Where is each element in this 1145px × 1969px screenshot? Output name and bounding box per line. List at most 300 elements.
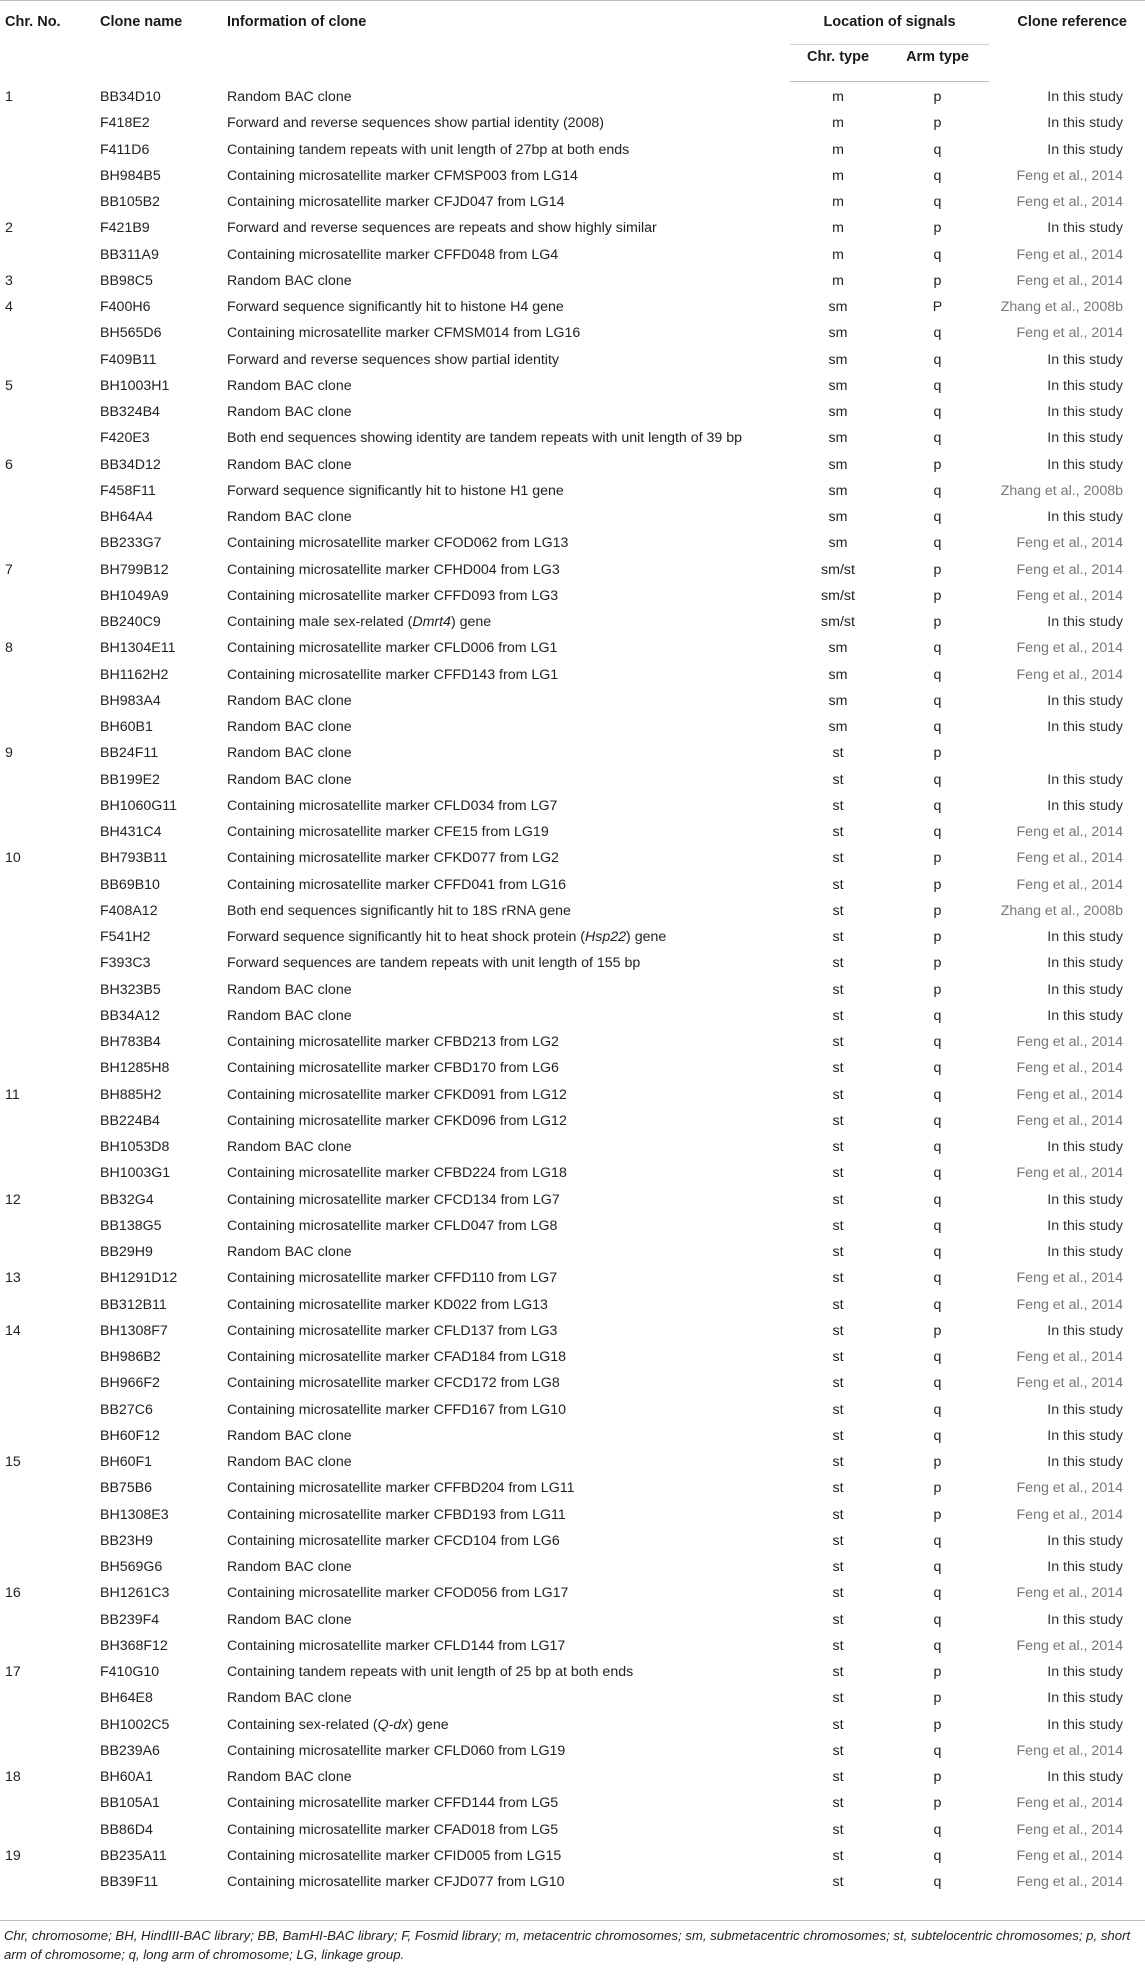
info-text: Containing microsatellite marker CFKD091 from LG12 [227, 1086, 567, 1103]
info-text: Containing sex-related ( [227, 1716, 378, 1733]
chr-number-cell [0, 1370, 100, 1396]
chr-type-cell: st [832, 797, 844, 814]
chr-type-cell: st [832, 1795, 844, 1812]
reference-cell: In this study [1047, 1322, 1123, 1339]
arm-type-cell: q [933, 1296, 942, 1313]
chr-number-cell [0, 793, 100, 819]
chr-number-cell: 16 [5, 1585, 21, 1602]
clone-info-cell [227, 1817, 790, 1843]
chr-type-cell: st [832, 1532, 844, 1549]
clone-info-cell [227, 1738, 790, 1764]
chr-type-cell: st [832, 1060, 844, 1077]
arm-type-cell: p [933, 876, 942, 893]
table-row [0, 242, 1145, 268]
chr-type-cell: st [832, 824, 844, 841]
clone-info-cell [227, 1239, 790, 1265]
reference-cell: In this study [1047, 1454, 1123, 1471]
clone-info-cell [227, 1055, 790, 1081]
arm-type-cell: q [933, 1847, 942, 1864]
clone-name-cell: BH983A4 [100, 692, 161, 709]
arm-type-cell: q [933, 1585, 942, 1602]
clone-name-cell: BB233G7 [100, 535, 162, 552]
clone-name-cell: BH799B12 [100, 561, 169, 578]
clone-info-cell [227, 1502, 790, 1528]
clone-name-cell: BB199E2 [100, 771, 160, 788]
arm-type-cell: q [933, 719, 942, 736]
info-text: Containing microsatellite marker CFCD104 from LG6 [227, 1532, 560, 1549]
arm-type-cell: q [933, 1611, 942, 1628]
reference-cell: Feng et al., 2014 [1016, 325, 1123, 342]
chr-type-cell: st [832, 1375, 844, 1392]
chr-number-cell [0, 1817, 100, 1843]
arm-type-cell: q [933, 194, 942, 211]
clone-info-cell [227, 793, 790, 819]
clone-info-cell [227, 819, 790, 845]
chr-number-cell [0, 347, 100, 373]
chr-number-cell: 19 [5, 1847, 21, 1864]
chr-type-cell: sm [828, 351, 848, 368]
chr-type-cell: m [832, 89, 844, 106]
table-row [0, 1738, 1145, 1764]
header-reference: Clone reference [989, 1, 1145, 82]
arm-type-cell: p [933, 1506, 942, 1523]
info-text: Containing microsatellite marker CFHD004 from LG3 [227, 561, 560, 578]
clone-name-cell: BB311A9 [100, 246, 159, 263]
clone-name-cell: F420E3 [100, 430, 150, 447]
info-text: Forward and reverse sequences show partial identity [227, 351, 559, 368]
chr-type-cell: st [832, 1690, 844, 1707]
info-text: Random BAC clone [227, 1139, 352, 1156]
chr-type-cell: st [832, 1716, 844, 1733]
table-row [0, 977, 1145, 1003]
chr-number-cell [0, 1292, 100, 1318]
reference-cell: Feng et al., 2014 [1016, 850, 1123, 867]
reference-cell: Feng et al., 2014 [1016, 876, 1123, 893]
table-row [0, 714, 1145, 740]
chr-number-cell: 8 [5, 640, 13, 657]
reference-cell: Feng et al., 2014 [1016, 167, 1123, 184]
info-text: Forward sequences are tandem repeats with unit length of 155 bp [227, 955, 641, 972]
header-chr-no: Chr. No. [0, 1, 100, 82]
reference-cell: In this study [1047, 614, 1123, 631]
table-row [0, 845, 1145, 871]
table-row [0, 268, 1145, 294]
arm-type-cell: p [933, 456, 942, 473]
reference-cell: Feng et al., 2014 [1016, 666, 1123, 683]
table-row [0, 635, 1145, 661]
clone-info-cell [227, 242, 790, 268]
clone-name-cell: BH1308F7 [100, 1322, 168, 1339]
info-text: Random BAC clone [227, 456, 352, 473]
clone-name-cell: F421B9 [100, 220, 150, 237]
clone-name-cell: BB34A12 [100, 1007, 160, 1024]
table-row [0, 399, 1145, 425]
clone-name-cell: F409B11 [100, 351, 157, 368]
reference-cell: In this study [1047, 929, 1123, 946]
chr-number-cell [0, 950, 100, 976]
clone-info-cell [227, 1580, 790, 1606]
arm-type-cell: q [933, 1874, 942, 1891]
clone-name-cell: BB27C6 [100, 1401, 153, 1418]
arm-type-cell: p [933, 1690, 942, 1707]
chr-number-cell [0, 242, 100, 268]
info-text: Random BAC clone [227, 1427, 352, 1444]
chr-number-cell [0, 1685, 100, 1711]
reference-cell: In this study [1047, 430, 1123, 447]
table-row [0, 1659, 1145, 1685]
clone-info-cell [227, 1265, 790, 1291]
info-text: Containing microsatellite marker CFFD041 from LG16 [227, 876, 567, 893]
chr-number-cell: 14 [5, 1322, 21, 1339]
info-text: Containing microsatellite marker CFID005 from LG15 [227, 1847, 562, 1864]
table-row [0, 767, 1145, 793]
reference-cell: In this study [1047, 456, 1123, 473]
info-text: Containing microsatellite marker CFFBD204 from LG11 [227, 1480, 575, 1497]
clone-name-cell: BH1162H2 [100, 666, 169, 683]
arm-type-cell: q [933, 1559, 942, 1576]
clone-name-cell: BH368F12 [100, 1637, 168, 1654]
info-text: Random BAC clone [227, 88, 352, 105]
reference-cell: In this study [1047, 404, 1123, 421]
reference-cell: Feng et al., 2014 [1016, 1270, 1123, 1287]
arm-type-cell: q [933, 167, 942, 184]
arm-type-cell: q [933, 141, 942, 158]
reference-cell: In this study [1047, 1244, 1123, 1261]
clone-name-cell: F400H6 [100, 299, 151, 316]
chr-number-cell [0, 872, 100, 898]
clone-name-cell: BB32G4 [100, 1191, 154, 1208]
reference-cell: In this study [1047, 771, 1123, 788]
table-row [0, 425, 1145, 451]
chr-number-cell [0, 1003, 100, 1029]
reference-cell: In this study [1047, 1139, 1123, 1156]
reference-cell: In this study [1047, 115, 1123, 132]
arm-type-cell: p [933, 929, 942, 946]
clone-info-cell [227, 1344, 790, 1370]
info-text: Forward sequence significantly hit to heat shock protein ( [227, 929, 586, 946]
chr-type-cell: m [832, 272, 844, 289]
clone-info-cell [227, 1082, 790, 1108]
table-row [0, 320, 1145, 346]
reference-cell: In this study [1047, 1716, 1123, 1733]
clone-name-cell: BB29H9 [100, 1244, 153, 1261]
arm-type-cell: q [933, 351, 942, 368]
chr-number-cell [0, 924, 100, 950]
reference-cell: Feng et al., 2014 [1016, 1375, 1123, 1392]
chr-number-cell [0, 1029, 100, 1055]
clone-name-cell: BH64E8 [100, 1690, 153, 1707]
arm-type-cell: q [933, 325, 942, 342]
clone-info-cell [227, 1869, 790, 1895]
info-text: Containing microsatellite marker CFBD213 from LG2 [227, 1034, 559, 1051]
clone-info-cell [227, 1213, 790, 1239]
chr-number-cell: 2 [5, 220, 13, 237]
arm-type-cell: q [933, 666, 942, 683]
chr-number-cell [0, 688, 100, 714]
info-text: Containing microsatellite marker CFMSM014 from LG16 [227, 325, 581, 342]
reference-cell: In this study [1047, 351, 1123, 368]
chr-type-cell: sm [828, 692, 848, 709]
reference-cell: In this study [1047, 1427, 1123, 1444]
table-row [0, 1633, 1145, 1659]
chr-type-cell: sm/st [821, 561, 855, 578]
clone-info-cell [227, 530, 790, 556]
arm-type-cell: p [933, 1716, 942, 1733]
chr-type-cell: st [832, 1637, 844, 1654]
chr-number-cell: 12 [5, 1191, 21, 1208]
clone-name-cell: BH793B11 [100, 850, 168, 867]
chr-number-cell [0, 1423, 100, 1449]
chr-number-cell [0, 767, 100, 793]
clone-name-cell: BB23H9 [100, 1532, 153, 1549]
reference-cell: In this study [1047, 955, 1123, 972]
clone-name-cell: BH783B4 [100, 1034, 161, 1051]
table-row [0, 1528, 1145, 1554]
arm-type-cell: q [933, 377, 942, 394]
info-text: Containing microsatellite marker CFAD018 from LG5 [227, 1821, 559, 1838]
table-row [0, 530, 1145, 556]
clone-info-cell [227, 1843, 790, 1869]
arm-type-cell: q [933, 1532, 942, 1549]
table-row [0, 189, 1145, 215]
info-text: Random BAC clone [227, 1690, 352, 1707]
chr-type-cell: st [832, 1086, 844, 1103]
reference-cell: Zhang et al., 2008b [1000, 902, 1123, 919]
chr-number-cell: 9 [5, 745, 13, 762]
chr-number-cell: 15 [5, 1454, 21, 1471]
chr-number-cell [0, 1239, 100, 1265]
clone-info-cell [227, 1528, 790, 1554]
gene-name: Hsp22 [585, 929, 627, 946]
chr-number-cell [0, 609, 100, 635]
clone-name-cell: F458F11 [100, 482, 156, 499]
info-text: Containing microsatellite marker CFCD172 from LG8 [227, 1375, 560, 1392]
clone-name-cell: BB24F11 [100, 745, 159, 762]
table-row [0, 1764, 1145, 1790]
reference-cell: In this study [1047, 1401, 1123, 1418]
chr-type-cell: m [832, 246, 844, 263]
info-text: Containing microsatellite marker CFKD096 from LG12 [227, 1112, 567, 1129]
arm-type-cell: p [933, 1322, 942, 1339]
info-text: Random BAC clone [227, 404, 352, 421]
chr-number-cell: 11 [5, 1086, 20, 1103]
chr-number-cell: 1 [5, 88, 13, 105]
clone-info-cell [227, 714, 790, 740]
chr-number-cell: 6 [5, 456, 13, 473]
clone-name-cell: BH565D6 [100, 325, 162, 342]
info-text: Containing microsatellite marker CFBD170 from LG6 [227, 1060, 559, 1077]
clone-info-cell [227, 950, 790, 976]
chr-type-cell: st [832, 1664, 844, 1681]
reference-cell: In this study [1047, 692, 1123, 709]
chr-number-cell [0, 1869, 100, 1895]
chr-type-cell: st [832, 1112, 844, 1129]
reference-cell: Feng et al., 2014 [1016, 561, 1123, 578]
table-row [0, 1502, 1145, 1528]
chr-number-cell: 13 [5, 1270, 21, 1287]
chr-type-cell: sm [828, 509, 848, 526]
arm-type-cell: q [933, 1034, 942, 1051]
chr-type-cell: st [832, 902, 844, 919]
clone-info-cell [227, 1685, 790, 1711]
clone-name-cell: BB75B6 [100, 1480, 153, 1497]
info-text: Random BAC clone [227, 981, 352, 998]
header-clone-name: Clone name [100, 1, 227, 82]
chr-number-cell: 5 [5, 377, 13, 394]
info-text: Containing microsatellite marker CFOD062 from LG13 [227, 535, 569, 552]
reference-cell: In this study [1047, 509, 1123, 526]
chr-number-cell [0, 504, 100, 530]
chr-number-cell [0, 189, 100, 215]
info-text: Both end sequences showing identity are tandem repeats with unit length of 39 bp [227, 430, 743, 447]
chr-number-cell [0, 583, 100, 609]
clone-info-cell [227, 635, 790, 661]
arm-type-cell: q [933, 509, 942, 526]
clone-info-cell [227, 1633, 790, 1659]
chr-type-cell: st [832, 1034, 844, 1051]
chr-type-cell: m [832, 194, 844, 211]
clone-info-cell [227, 767, 790, 793]
arm-type-cell: q [933, 482, 942, 499]
chr-number-cell [0, 163, 100, 189]
info-text: Random BAC clone [227, 719, 352, 736]
chr-type-cell: sm [828, 640, 848, 657]
clone-name-cell: BB138G5 [100, 1217, 162, 1234]
reference-cell: In this study [1047, 377, 1123, 394]
chr-number-cell: 17 [5, 1664, 21, 1681]
info-text: Containing microsatellite marker CFJD077 from LG10 [227, 1874, 565, 1891]
chr-number-cell [0, 399, 100, 425]
reference-cell: Feng et al., 2014 [1016, 535, 1123, 552]
arm-type-cell: q [933, 771, 942, 788]
reference-cell: In this study [1047, 1007, 1123, 1024]
info-text: Random BAC clone [227, 1244, 352, 1261]
clone-name-cell: F411D6 [100, 141, 150, 158]
clone-info-cell [227, 189, 790, 215]
table-row [0, 872, 1145, 898]
chr-number-cell [0, 1344, 100, 1370]
clone-info-cell [227, 1318, 790, 1344]
info-text: Forward and reverse sequences show partial identity (2008) [227, 115, 604, 132]
chr-type-cell: m [832, 220, 844, 237]
clone-info-cell [227, 1475, 790, 1501]
arm-type-cell: q [933, 535, 942, 552]
info-text: Random BAC clone [227, 377, 352, 394]
info-text: Random BAC clone [227, 1454, 352, 1471]
clone-name-cell: BB69B10 [100, 876, 160, 893]
chr-type-cell: sm/st [821, 587, 855, 604]
chr-number-cell: 7 [5, 561, 13, 578]
clone-info-cell [227, 504, 790, 530]
reference-cell: Feng et al., 2014 [1016, 1034, 1123, 1051]
chr-type-cell: st [832, 1559, 844, 1576]
arm-type-cell: P [932, 299, 943, 316]
table-row [0, 1344, 1145, 1370]
chr-number-cell [0, 819, 100, 845]
info-text: ) gene [450, 614, 492, 631]
info-text: Random BAC clone [227, 692, 352, 709]
chr-type-cell: st [832, 1427, 844, 1444]
clone-info-cell [227, 1659, 790, 1685]
arm-type-cell: p [933, 1454, 942, 1471]
info-text: Containing microsatellite marker CFBD193 from LG11 [227, 1506, 566, 1523]
table-row [0, 1108, 1145, 1134]
table-row [0, 950, 1145, 976]
clone-name-cell: BH885H2 [100, 1086, 162, 1103]
reference-cell: Feng et al., 2014 [1016, 640, 1123, 657]
clone-name-cell: BB86D4 [100, 1821, 153, 1838]
chr-number-cell [0, 1502, 100, 1528]
info-text: Containing microsatellite marker CFLD034 from LG7 [227, 797, 558, 814]
chr-type-cell: m [832, 141, 844, 158]
table-row [0, 924, 1145, 950]
clone-name-cell: BH60F12 [100, 1427, 160, 1444]
clone-name-cell: BH569G6 [100, 1559, 163, 1576]
reference-cell: Feng et al., 2014 [1016, 1480, 1123, 1497]
reference-cell: In this study [1047, 88, 1123, 105]
chr-type-cell: st [832, 1821, 844, 1838]
clone-name-cell: BB224B4 [100, 1112, 160, 1129]
reference-cell: Zhang et al., 2008b [1000, 482, 1123, 499]
reference-cell: In this study [1047, 1191, 1123, 1208]
arm-type-cell: p [933, 1795, 942, 1812]
chr-number-cell [0, 320, 100, 346]
chr-number-cell [0, 1108, 100, 1134]
reference-cell: Feng et al., 2014 [1016, 1506, 1123, 1523]
reference-cell: Feng et al., 2014 [1016, 1742, 1123, 1759]
table-row [0, 740, 1145, 766]
reference-cell: In this study [1047, 1559, 1123, 1576]
chr-number-cell [0, 1397, 100, 1423]
reference-cell: Feng et al., 2014 [1016, 1086, 1123, 1103]
clone-info-cell [227, 662, 790, 688]
info-text: ) gene [626, 929, 667, 946]
table-row [0, 1134, 1145, 1160]
arm-type-cell: p [933, 614, 942, 631]
info-text: Random BAC clone [227, 745, 352, 762]
chr-type-cell: st [832, 876, 844, 893]
table-row [0, 1869, 1145, 1895]
chr-type-cell: st [832, 745, 844, 762]
clone-name-cell: F393C3 [100, 955, 151, 972]
arm-type-cell: q [933, 1086, 942, 1103]
chr-type-cell: st [832, 1480, 844, 1497]
clone-name-cell: F541H2 [100, 929, 151, 946]
clone-name-cell: BB34D12 [100, 456, 161, 473]
arm-type-cell: p [933, 850, 942, 867]
table-row [0, 793, 1145, 819]
arm-type-cell: q [933, 1191, 942, 1208]
arm-type-cell: p [933, 272, 942, 289]
arm-type-cell: q [933, 692, 942, 709]
arm-type-cell: q [933, 1060, 942, 1077]
clone-info-cell [227, 110, 790, 136]
chr-type-cell: sm/st [821, 614, 855, 631]
clone-name-cell: BB239A6 [100, 1742, 160, 1759]
arm-type-cell: p [933, 220, 942, 237]
info-text: Containing microsatellite marker CFLD144 from LG17 [227, 1637, 566, 1654]
info-text: Containing microsatellite marker CFKD077 from LG2 [227, 850, 559, 867]
clone-name-cell: BB235A11 [100, 1847, 167, 1864]
chr-number-cell [0, 1738, 100, 1764]
arm-type-cell: q [933, 824, 942, 841]
clone-name-cell: BH1304E11 [100, 640, 176, 657]
chr-type-cell: sm [828, 299, 848, 316]
chr-type-cell: st [832, 1454, 844, 1471]
chr-type-cell: st [832, 1847, 844, 1864]
chr-type-cell: m [832, 115, 844, 132]
clone-info-cell [227, 740, 790, 766]
